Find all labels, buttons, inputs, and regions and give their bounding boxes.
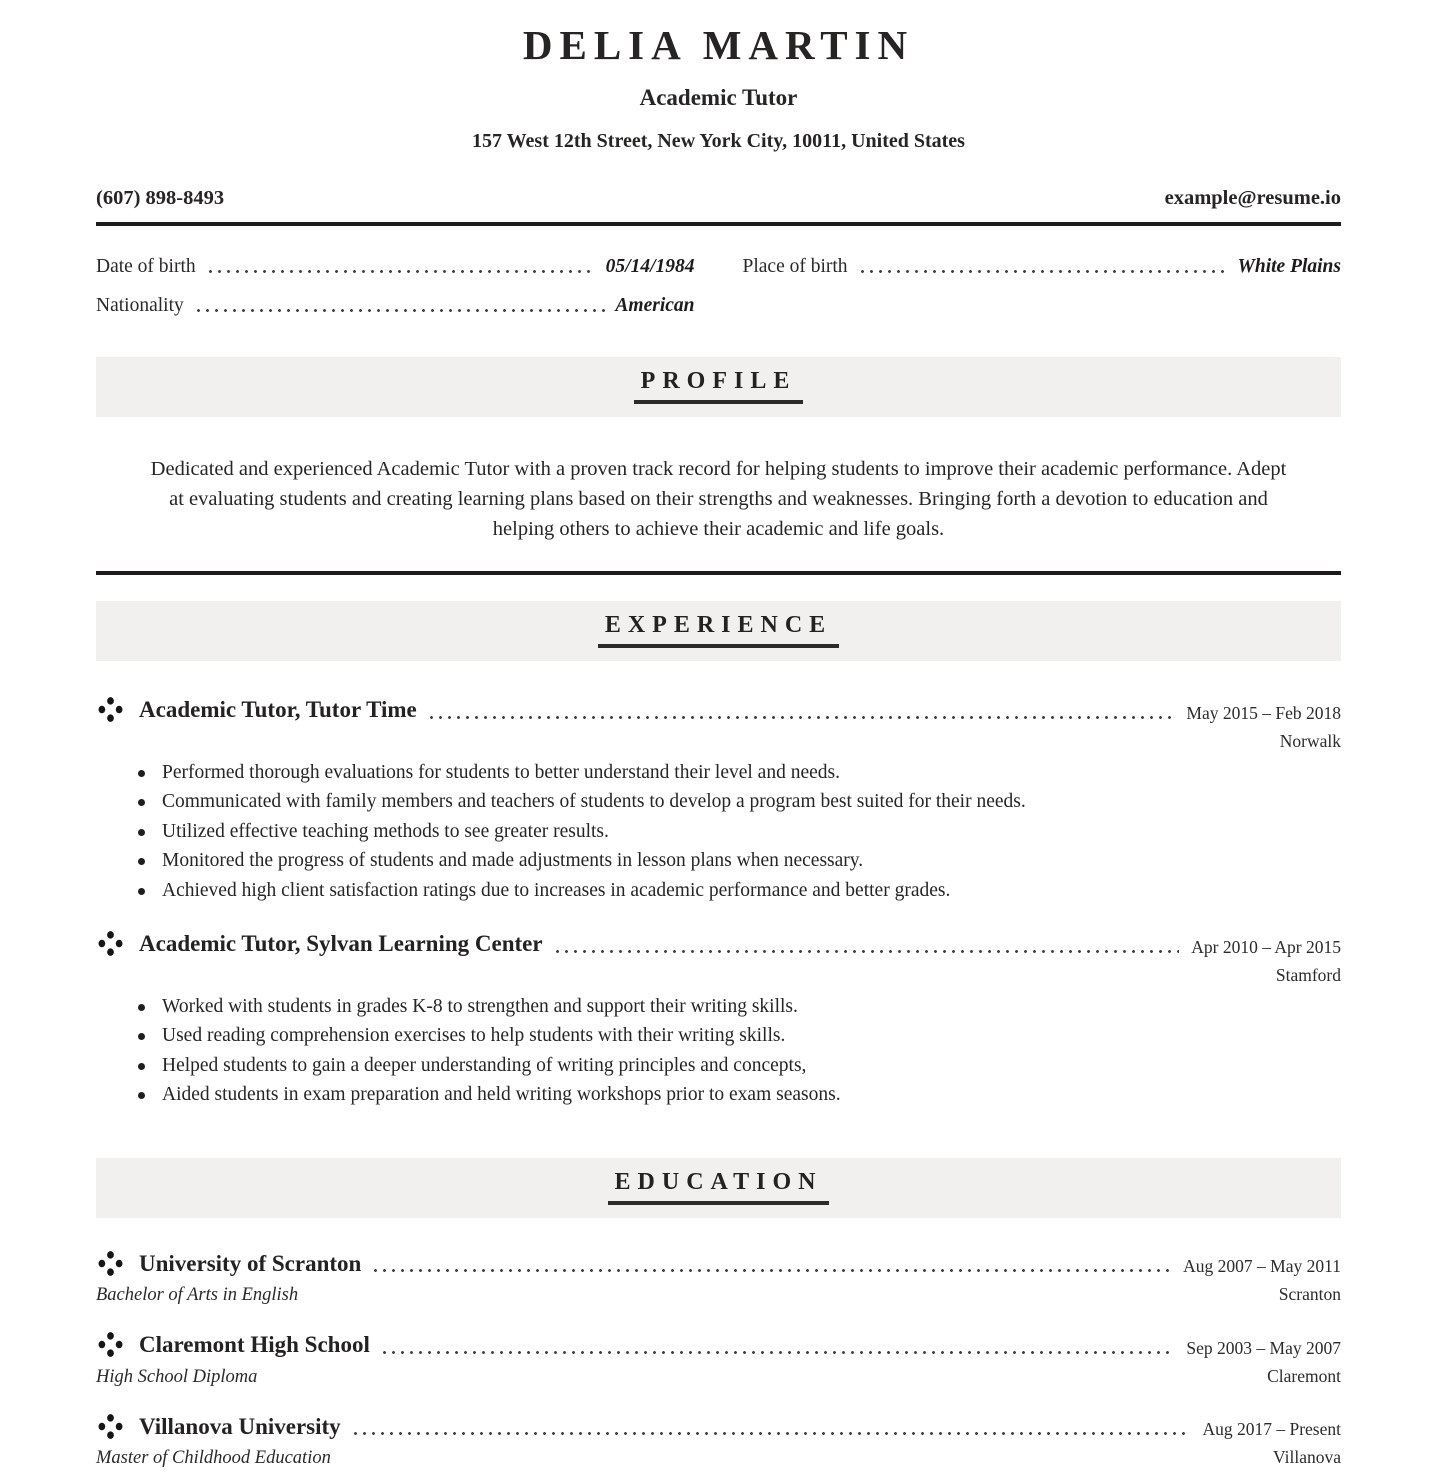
experience-entry-header xyxy=(96,931,1341,957)
dotted-leader xyxy=(380,1351,1175,1354)
four-dots-diamond-icon xyxy=(98,1251,123,1276)
experience-subrow xyxy=(96,965,1341,986)
experience-title: Academic Tutor, Sylvan Learning Center xyxy=(139,931,543,957)
education-subrow xyxy=(96,1284,1341,1306)
education-title: University of Scranton xyxy=(139,1250,362,1276)
education-dates: Sep 2003 – May 2007 xyxy=(1186,1337,1341,1358)
education-degree: Master of Childhood Education xyxy=(96,1447,331,1468)
education-entry xyxy=(96,1251,1341,1306)
education-heading: EDUCATION xyxy=(608,1169,830,1205)
detail-date-of-birth xyxy=(96,256,695,278)
education-degree: High School Diploma xyxy=(96,1366,258,1387)
dotted-leader xyxy=(206,270,596,273)
experience-section-band xyxy=(96,601,1341,661)
bullet-item: Worked with students in grades K-8 to strengthen and support their writing skills. xyxy=(162,992,1341,1022)
dotted-leader xyxy=(351,1432,1191,1435)
resume-header xyxy=(96,20,1341,153)
experience-location: Stamford xyxy=(1275,964,1341,985)
profile-heading: PROFILE xyxy=(634,368,804,404)
profile-section-band xyxy=(96,357,1341,417)
bullet-item: Communicated with family members and teachers of students to develop a program best suited for their needs. xyxy=(162,787,1341,817)
education-location: Scranton xyxy=(1278,1284,1341,1305)
education-degree: Bachelor of Arts in English xyxy=(96,1285,299,1306)
dotted-leader xyxy=(858,270,1228,273)
detail-value: White Plains xyxy=(1237,256,1341,278)
experience-location: Norwalk xyxy=(1279,730,1341,751)
experience-subrow xyxy=(96,731,1341,752)
detail-label: Place of birth xyxy=(742,256,848,278)
education-dates: Aug 2017 – Present xyxy=(1202,1418,1341,1439)
education-dates: Aug 2007 – May 2011 xyxy=(1183,1256,1341,1277)
experience-entry-header xyxy=(96,697,1341,723)
profile-divider xyxy=(96,571,1341,575)
detail-label: Date of birth xyxy=(96,256,196,278)
bullet-item: Helped students to gain a deeper understanding of writing principles and concepts, xyxy=(162,1051,1341,1081)
dotted-leader xyxy=(427,716,1175,719)
detail-label: Nationality xyxy=(96,295,184,317)
personal-details xyxy=(96,256,1341,317)
experience-entry xyxy=(96,697,1341,905)
email-address: example@resume.io xyxy=(1164,187,1341,210)
education-entry-header xyxy=(96,1414,1341,1440)
bullet-item: Achieved high client satisfaction ratings due to increases in academic performance and better grades. xyxy=(162,876,1341,906)
person-name: DELIA MARTIN xyxy=(522,22,915,68)
four-dots-diamond-icon xyxy=(98,1414,123,1439)
experience-title: Academic Tutor, Tutor Time xyxy=(139,697,417,723)
four-dots-diamond-icon xyxy=(98,931,123,956)
detail-place-of-birth xyxy=(743,256,1342,278)
experience-bullet-list xyxy=(96,992,1341,1110)
experience-dates: May 2015 – Feb 2018 xyxy=(1186,702,1341,723)
detail-nationality xyxy=(96,295,695,317)
dotted-leader xyxy=(194,309,606,312)
education-entry-header xyxy=(96,1251,1341,1277)
phone-number: (607) 898-8493 xyxy=(96,187,225,210)
detail-value: American xyxy=(615,295,695,317)
education-location: Villanova xyxy=(1273,1446,1341,1467)
education-title: Villanova University xyxy=(139,1413,341,1439)
education-location: Claremont xyxy=(1267,1365,1341,1386)
education-subrow xyxy=(96,1366,1341,1388)
education-entry-header xyxy=(96,1332,1341,1358)
profile-text: Dedicated and experienced Academic Tutor with a proven track record for helping students to improve their academic performance. Adept at evaluating students and creating learning plans based on their strengths and weaknesses. Bringing forth a devotion to education and helping others to achieve their academic and life goals. xyxy=(150,458,1287,541)
detail-value: 05/14/1984 xyxy=(605,256,695,278)
bullet-item: Performed thorough evaluations for students to better understand their level and needs. xyxy=(162,758,1341,788)
job-title: Academic Tutor xyxy=(639,85,798,111)
dotted-leader xyxy=(371,1269,1171,1272)
four-dots-diamond-icon xyxy=(98,1332,123,1357)
education-section-band xyxy=(96,1158,1341,1218)
bullet-item: Used reading comprehension exercises to help students with their writing skills. xyxy=(162,1021,1341,1051)
education-title: Claremont High School xyxy=(139,1332,370,1358)
four-dots-diamond-icon xyxy=(98,697,123,722)
address: 157 West 12th Street, New York City, 10011, United States xyxy=(472,130,965,153)
education-entry xyxy=(96,1414,1341,1469)
education-subrow xyxy=(96,1447,1341,1469)
contact-row xyxy=(96,187,1341,210)
education-entry xyxy=(96,1332,1341,1387)
bullet-item: Monitored the progress of students and made adjustments in lesson plans when necessary. xyxy=(162,846,1341,876)
experience-bullet-list xyxy=(96,758,1341,906)
header-divider xyxy=(96,222,1341,226)
experience-entry xyxy=(96,931,1341,1109)
experience-dates: Apr 2010 – Apr 2015 xyxy=(1191,936,1341,957)
experience-heading: EXPERIENCE xyxy=(598,612,839,648)
bullet-item: Aided students in exam preparation and held writing workshops prior to exam seasons. xyxy=(162,1080,1341,1110)
bullet-item: Utilized effective teaching methods to see greater results. xyxy=(162,817,1341,847)
dotted-leader xyxy=(553,950,1180,953)
